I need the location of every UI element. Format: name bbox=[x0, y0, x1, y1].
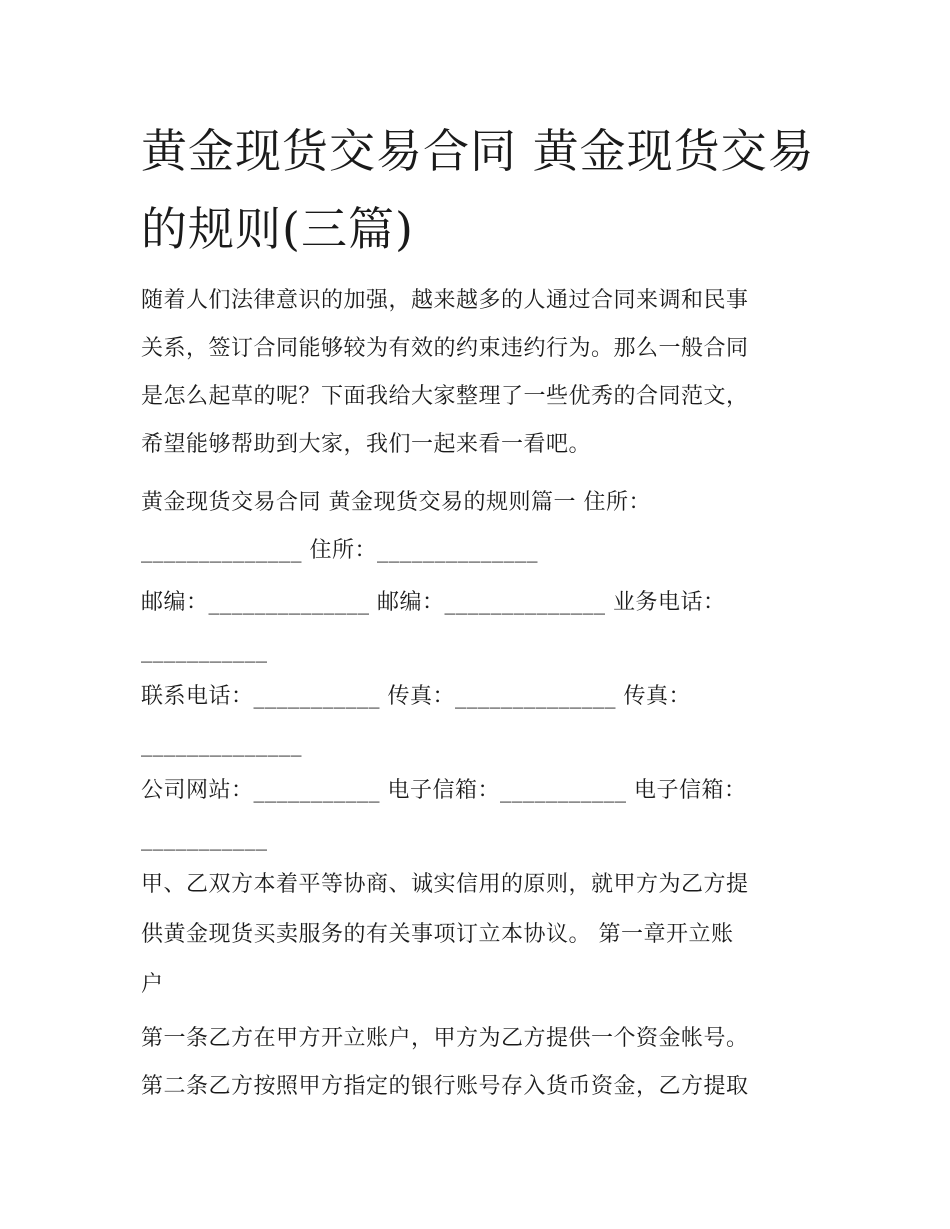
form-line-4: ___________ bbox=[141, 638, 268, 663]
document-title: 黄金现货交易合同 黄金现货交易的规则(三篇) bbox=[141, 124, 815, 256]
body-line-4: 第一条乙方在甲方开立账户，甲方为乙方提供一个资金帐号。 bbox=[141, 1026, 749, 1051]
form-line-5: 联系电话：___________ 传真：______________ 传真： bbox=[141, 684, 691, 709]
body-line-1: 甲、乙双方本着平等协商、诚实信用的原则，就甲方为乙方提 bbox=[141, 872, 749, 897]
form-line-8: ___________ bbox=[141, 826, 268, 851]
form-line-6: ______________ bbox=[141, 732, 302, 757]
form-line-3: 邮编：______________ 邮编：______________ 业务电话： bbox=[141, 590, 726, 615]
body-line-3: 户 bbox=[141, 972, 164, 997]
body-line-5: 第二条乙方按照甲方指定的银行账号存入货币资金，乙方提取 bbox=[141, 1074, 749, 1099]
form-line-7: 公司网站：___________ 电子信箱：___________ 电子信箱： bbox=[141, 778, 747, 803]
intro-line-4: 希望能够帮助到大家，我们一起来看一看吧。 bbox=[141, 432, 592, 457]
intro-line-2: 关系，签订合同能够较为有效的约束违约行为。那么一般合同 bbox=[141, 336, 749, 361]
form-line-1: 黄金现货交易合同 黄金现货交易的规则篇一 住所： bbox=[141, 490, 651, 515]
intro-line-3: 是怎么起草的呢？下面我给大家整理了一些优秀的合同范文， bbox=[141, 384, 749, 409]
form-line-2: ______________ 住所：______________ bbox=[141, 538, 538, 563]
intro-line-1: 随着人们法律意识的加强，越来越多的人通过合同来调和民事 bbox=[141, 288, 749, 313]
body-line-2: 供黄金现货买卖服务的有关事项订立本协议。 第一章开立账 bbox=[141, 922, 734, 947]
